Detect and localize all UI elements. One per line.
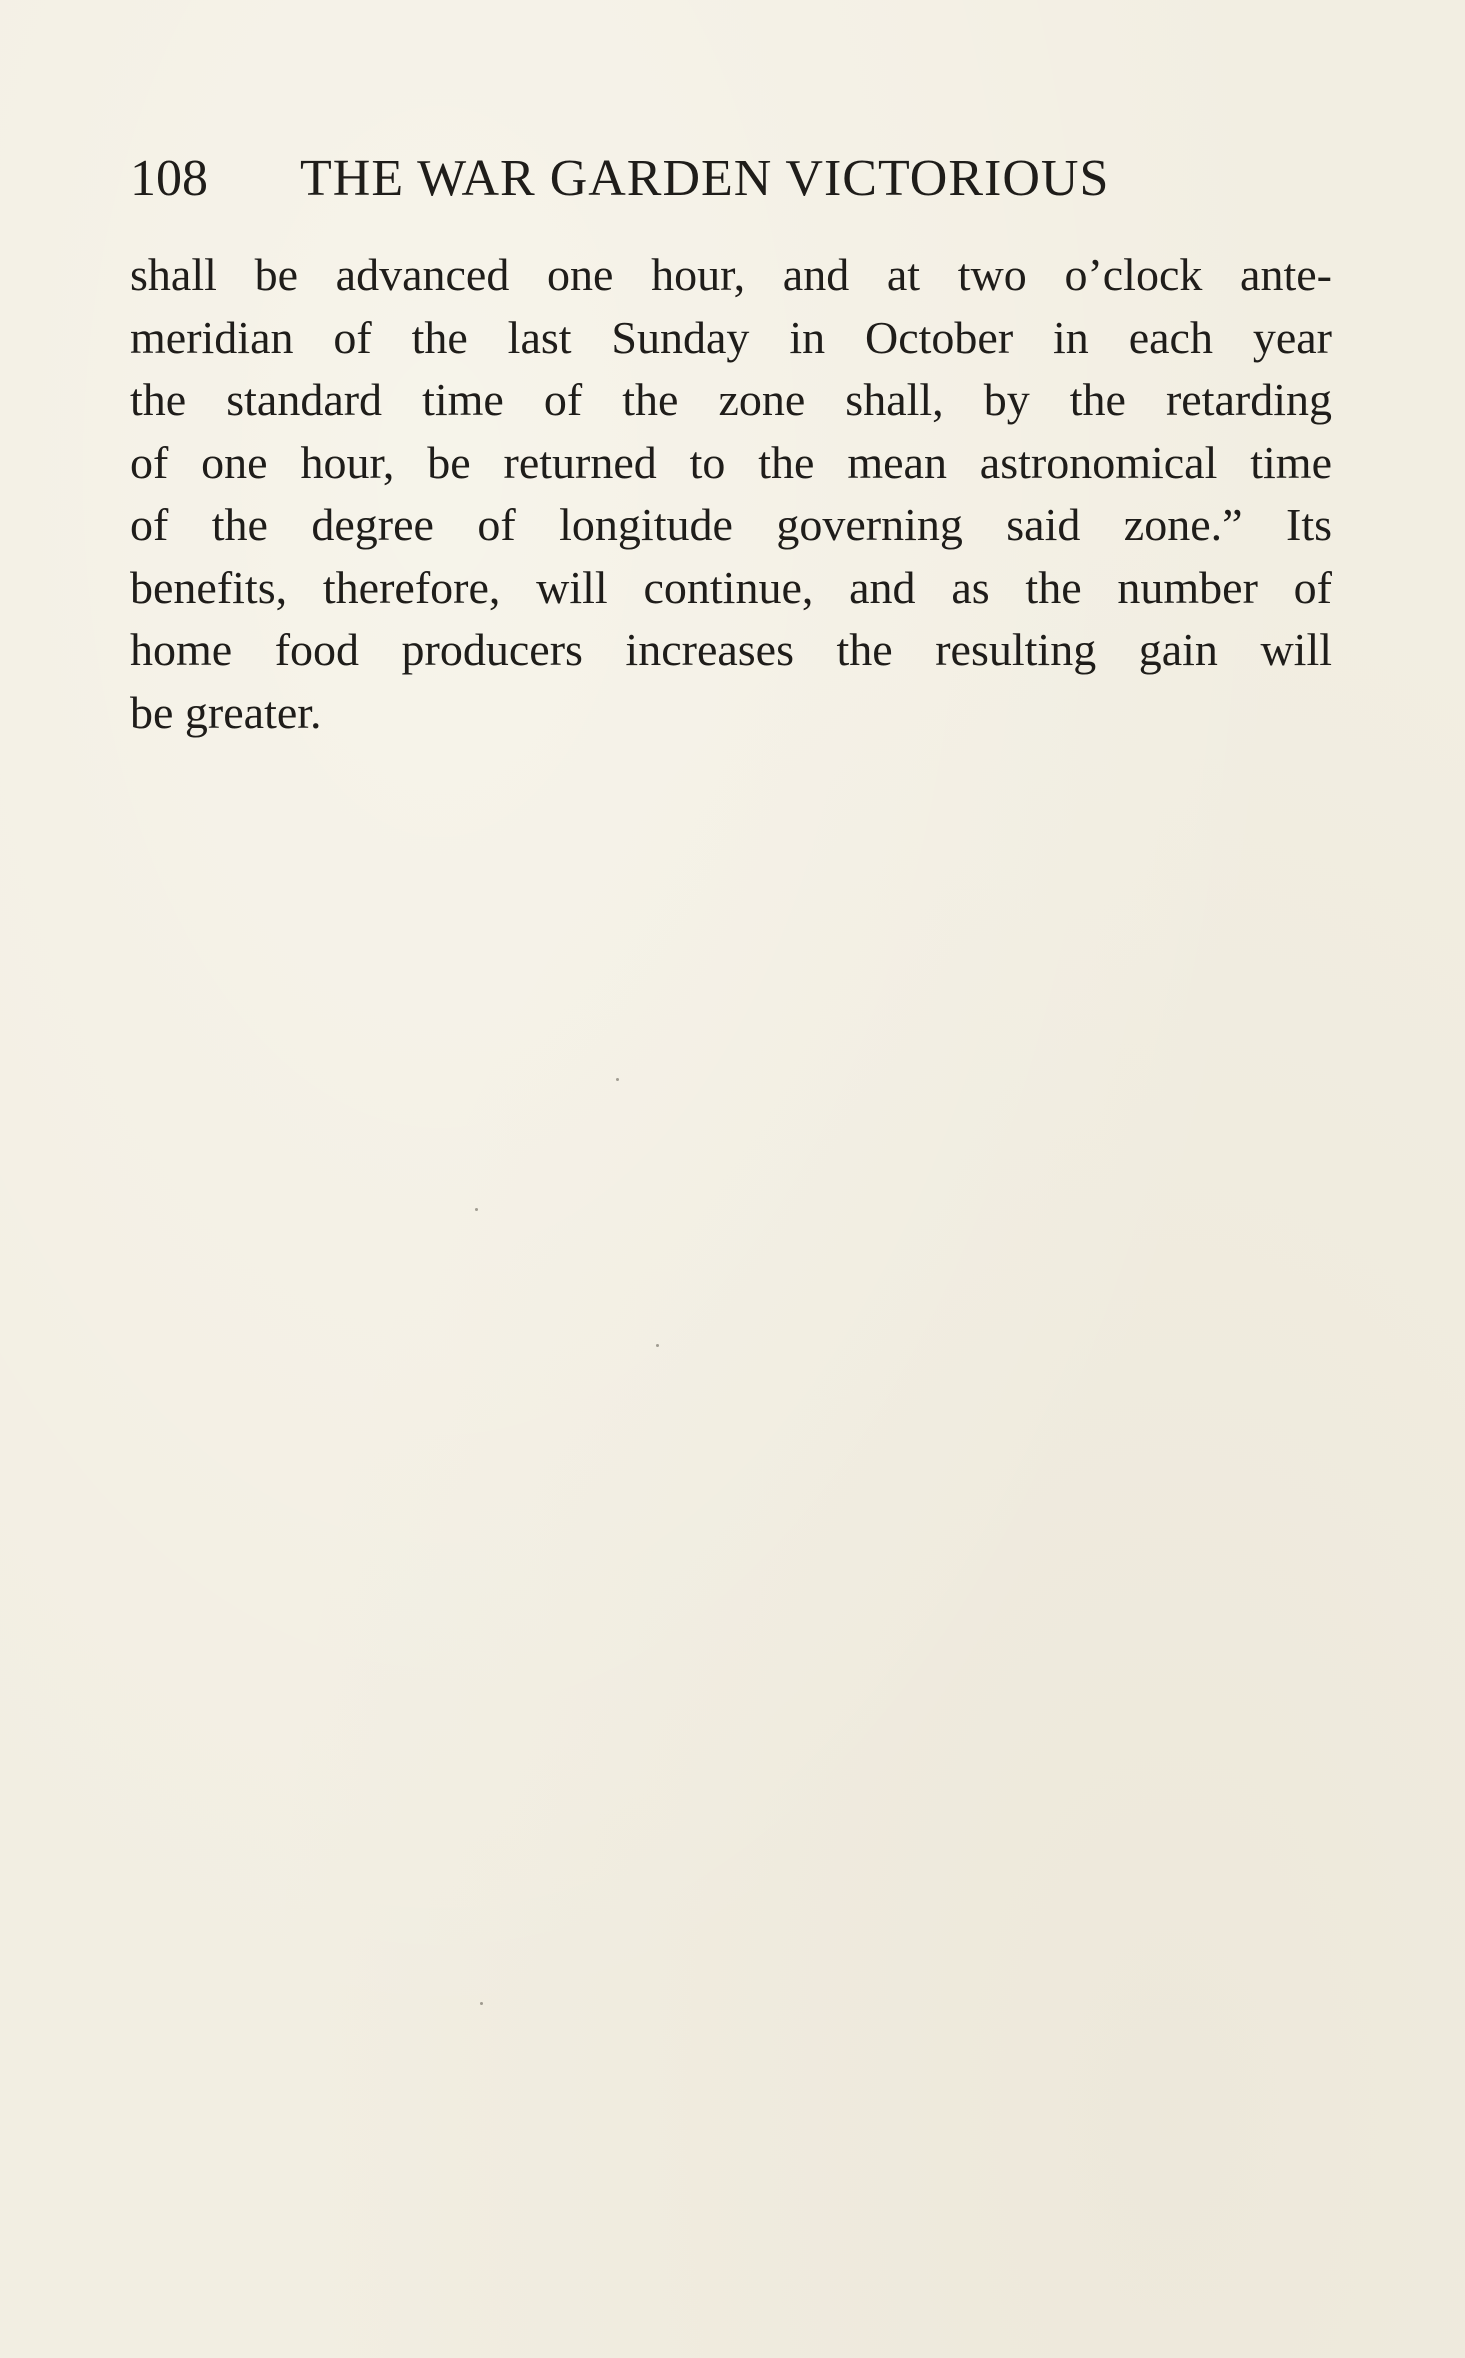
paper-speck [656,1344,659,1347]
text-line: meridian of the last Sunday in October in each year [130,311,1332,363]
paper-speck [475,1208,478,1211]
text-line: the standard time of the zone shall, by the retarding [130,374,1332,425]
text-line: of one hour, be returned to the mean astronomical time [130,436,1332,488]
text-line: home food producers increases the resulting gain will [130,624,1332,675]
running-title: THE WAR GARDEN VICTORIOUS [300,150,1110,207]
page-number: 108 [130,150,208,207]
text-line: be greater. [130,686,322,738]
running-head [130,148,1330,210]
text-line: of the degree of longitude governing said zone.” Its [130,499,1332,550]
paper-speck [616,1078,619,1081]
text-line: shall be advanced one hour, and at two o’clock ante- [130,249,1332,300]
paper-speck [480,2002,483,2005]
body-paragraph [130,244,1332,744]
text-line: benefits, therefore, will continue, and as the number of [130,561,1332,613]
